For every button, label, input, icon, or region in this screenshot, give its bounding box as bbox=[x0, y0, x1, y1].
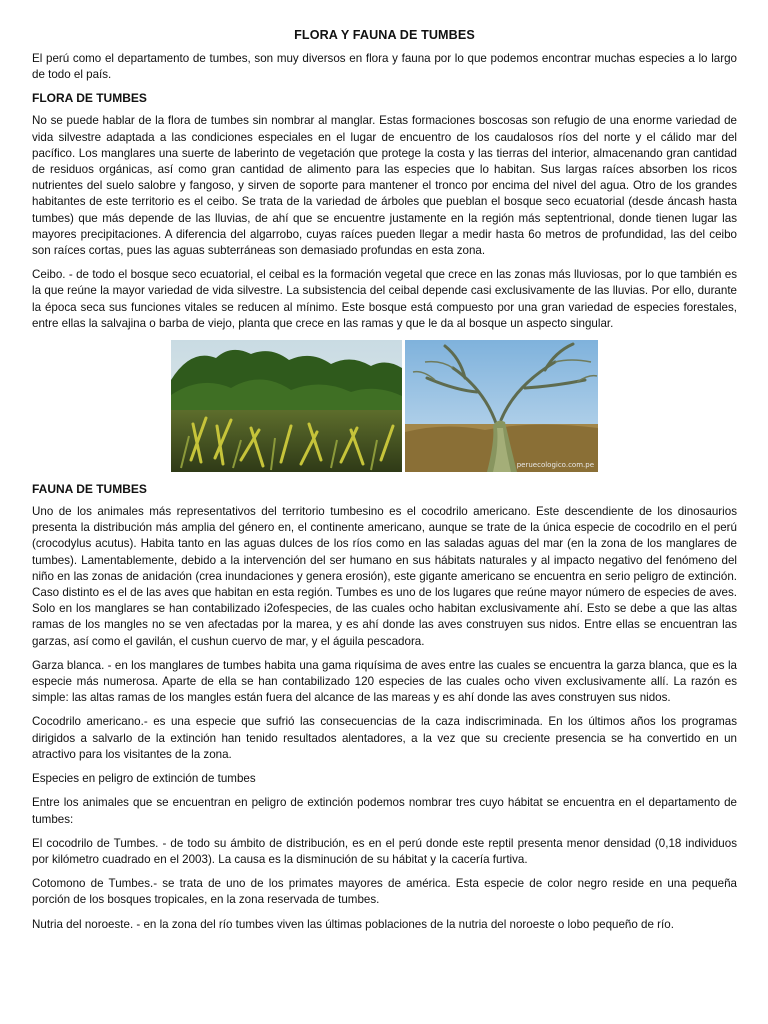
flora-paragraph-2: Ceibo. - de todo el bosque seco ecuatorial, el ceibal es la formación vegetal que crece en las zonas más lluviosas, por lo que también es la que reúne la mayor variedad de vida silvestre. La subsistencia del ceibal depende casi exclusivamente de las lluvias. Por ello, durante la época seca sus funciones vitales se reducen al mínimo. Este bosque está compuesto por una gran variedad de especies forestales, entre ellas la salvajina o barba de viejo, planta que crece en las ramas y que le da al bosque un aspecto singular. bbox=[32, 268, 737, 330]
flora-images bbox=[32, 340, 737, 472]
fauna-paragraph-7: Cotomono de Tumbes.- se trata de uno de los primates mayores de américa. Esta especie de color negro reside en una pequeña porción de los bosques tropicales, en la zona reservada de tumbes. bbox=[32, 877, 737, 907]
mangrove-image bbox=[171, 340, 402, 472]
image-watermark: peruecologico.com.pe bbox=[516, 461, 594, 470]
fauna-paragraph-6: El cocodrilo de Tumbes. - de todo su ámbito de distribución, es en el perú donde este reptil presenta menor densidad (0,18 individuos por kilómetro cuadrado en el 2003). La causa es la disminución de su hábitat y la cacería furtiva. bbox=[32, 836, 737, 866]
fauna-paragraph-3: Cocodrilo americano.- es una especie que sufrió las consecuencias de la caza indiscriminada. En los últimos años los programas dirigidos a salvarlo de la extinción han tenido resultados alentadores, a la vez que su creciente presencia se ha convertido en un atractivo para los visitantes de la zona. bbox=[32, 715, 737, 761]
ceibo-tree-image bbox=[405, 340, 598, 472]
mangrove-photo bbox=[171, 340, 402, 472]
fauna-paragraph-4: Especies en peligro de extinción de tumbes bbox=[32, 772, 256, 786]
flora-paragraph-1: No se puede hablar de la flora de tumbes sin nombrar al manglar. Estas formaciones boscosas son refugio de una enorme variedad de vida silvestre adaptada a las condiciones especiales en el lugar de encuentro de los caudalosos ríos del norte y el cálido mar del pacífico. Los manglares una suerte de laberinto de vegetación que protege la costa y las tierras del interior, almacenando gran cantidad de residuos orgánicas, así como gran cantidad de alimento para las especies que lo habitan. Sus largas raíces absorben los ricos nutrientes del suelo salobre y fangoso, y sirven de soporte para mantener el tronco por encima del nivel del agua. Otro de los grandes habitantes de este territorio es el ceibo. Se trata de la variedad de árboles que pueblan el bosque seco ecuatorial (desde áncash hasta tumbes) que más depende de las lluvias, de ahí que se encuentre justamente en la región más septentrional, donde tienen lugar las mayores precipitaciones. A diferencia del algarrobo, cuyas raíces pueden llegar a medir hasta 6o metros de profundidad, las del ceibo son raíces cortas, pues las aguas subterráneas son demasiado profundas en esta zona. bbox=[32, 114, 737, 258]
fauna-paragraph-1: Uno de los animales más representativos del territorio tumbesino es el cocodrilo americano. Este descendiente de los dinosaurios presenta la distribución más amplia del género en, el continente americano, aunque se trate de la única especie de cocodrilo en el perú (crocodylus acutus). Habita tanto en las aguas dulces de los ríos como en las saladas aguas del mar (en la zona de los manglares de tumbes). Lamentablemente, debido a la intervención del ser humano en sus hábitats naturales y al impacto negativo del fenómeno del niño en las zonas de anidación (crea inundaciones y genera erosión), este gigante americano se encuentra en serio peligro de extinción. Caso distinto es el de las aves que habitan en esta región. Tumbes es uno de los lugares que reúne mayor número de especies de aves. Solo en los manglares se han contabilizado i2ofespecies, de las cuales ocho habitan exclusivamente ahí. Esto se debe a que las altas ramas de los mangles no se ven afectadas por la marea, y es ahí donde las aves construyen sus nidos. Entre ellas se encuentran las garzas, así como el gavilán, el cushun cuervo de mar, y el águila pescadora. bbox=[32, 505, 737, 648]
intro-paragraph: El perú como el departamento de tumbes, son muy diversos en flora y fauna por lo que podemos encontrar muchas especies a lo largo de todo el país. bbox=[32, 52, 737, 82]
fauna-paragraph-5: Entre los animales que se encuentran en peligro de extinción podemos nombrar tres cuyo hábitat se encuentra en el departamento de tumbes: bbox=[32, 796, 737, 826]
fauna-paragraph-2: Garza blanca. - en los manglares de tumbes habita una gama riquísima de aves entre las cuales se encuentra la garza blanca, que es la especie más numerosa. Aparte de ella se han contabilizado 120 especies de las cuales ocho viven exclusivamente allí. La razón es simple: las altas ramas de los mangles están fuera del alcance de las mareas y es ahí donde las aves construyen sus nidos. bbox=[32, 658, 737, 705]
fauna-heading: FAUNA DE TUMBES bbox=[32, 482, 147, 497]
fauna-paragraph-8: Nutria del noroeste. - en la zona del río tumbes viven las últimas poblaciones de la nutria del noroeste o lobo pequeño de río. bbox=[32, 917, 674, 931]
flora-heading: FLORA DE TUMBES bbox=[32, 91, 147, 106]
document-title: FLORA Y FAUNA DE TUMBES bbox=[294, 28, 475, 42]
document-page bbox=[32, 28, 737, 941]
ceibo-photo bbox=[405, 340, 598, 472]
